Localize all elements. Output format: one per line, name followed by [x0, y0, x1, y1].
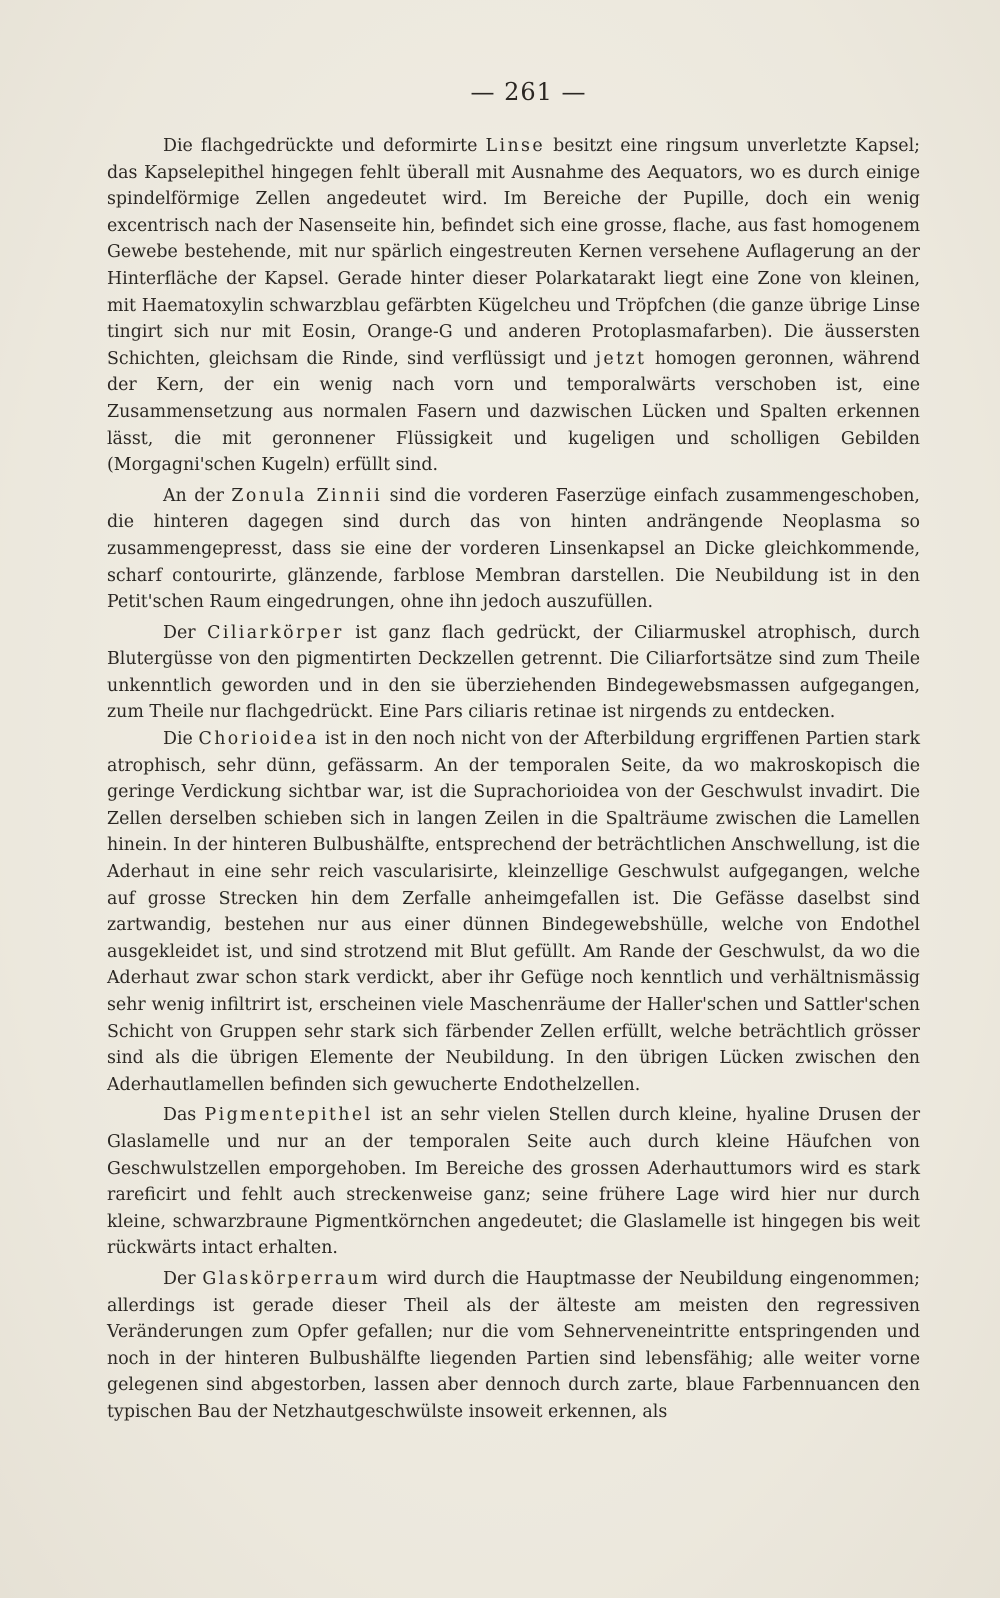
text-run: wird durch die Hauptmasse der Neubildung eingenommen; allerdings ist gerade dieser Theil als der älteste am meisten den regressiven Veränderungen zum Opfer gefallen; nur die vom Sehnerveneintritte entspringenden und noch in der hinteren Bulbushälfte liegenden Partien sind lebensfähig; alle weiter vorne gelegenen sind abgestorben, lassen aber dennoch durch zarte, blaue Farbennuancen den typischen Bau der Netzhautgeschwülste insoweit erkennen, als	[107, 1268, 920, 1422]
text-run: An der	[163, 485, 232, 506]
spaced-term: Zonula Zinnii	[231, 485, 383, 506]
text-run: Der	[163, 622, 208, 643]
spaced-term: Pigmentepithel	[204, 1105, 373, 1126]
spaced-term: Chorioidea	[198, 729, 320, 750]
page-number: — 261 —	[470, 78, 587, 106]
spaced-term: jetzt	[595, 348, 647, 369]
spaced-term: Ciliarkörper	[207, 622, 344, 643]
text-run: besitzt eine ringsum unverletzte Kapsel; das Kapselepithel hingegen fehlt überall mit Ausnahme des Aequators, wo es durch einige spindelförmige Zellen angedeutet wird. Im Bereiche der Pupille, doch ein wenig excentrisch nach der Nasenseite hin, befindet sich eine grosse, flache, aus fast homogenem Gewebe bestehende, mit nur spärlich eingestreuten Kernen versehene Auflagerung an der Hinterfläche der Kapsel. Gerade hinter dieser Polarkatarakt liegt eine Zone von kleinen, mit Haematoxylin schwarzblau gefärbten Kügelcheu und Tröpfchen (die ganze übrige Linse tingirt sich nur mit Eosin, Orange-G und anderen Protoplasmafarben). Die äussersten Schichten, gleichsam die Rinde, sind verflüssigt und	[107, 136, 920, 369]
paragraph-linse	[107, 133, 920, 479]
text-run: ist an sehr vielen Stellen durch kleine, hyaline Drusen der Glaslamelle und nur an der temporalen Seite auch durch kleine Häufchen von Geschwulstzellen emporgehoben. Im Bereiche des grossen Aderhauttumors wird es stark rareficirt und fehlt auch streckenweise ganz; seine frühere Lage wird hier nur durch kleine, schwarzbraune Pigmentkörnchen angedeutet; die Glaslamelle ist hingegen bis weit rückwärts intact erhalten.	[107, 1105, 921, 1259]
text-run: homogen geronnen, während der Kern, der ein wenig nach vorn und temporalwärts verschoben ist, eine Zusammensetzung aus normalen Fasern und dazwischen Lücken und Spalten erkennen lässt, die mit geronnener Flüssigkeit und kugeligen und scholligen Gebilden (Morgagni'schen Kugeln) erfüllt sind.	[107, 348, 920, 476]
text-run: ist ganz flach gedrückt, der Ciliarmuskel atrophisch, durch Blutergüsse von den pigmentirten Deckzellen getrennt. Die Ciliarfortsätze sind zum Theile unkenntlich geworden und in den sie überziehenden Bindegewebsmassen aufgegangen, zum Theile nur flachgedrückt. Eine Pars ciliaris retinae ist nirgends zu entdecken.	[107, 622, 921, 723]
text-run: sind die vorderen Faserzüge einfach zusammengeschoben, die hinteren dagegen sind durch das von hinten andrängende Neoplasma so zusammengepresst, dass sie eine der vorderen Linsenkapsel an Dicke gleichkommende, scharf contourirte, glänzende, farblose Membran darstellen. Die Neubildung ist in den Petit'schen Raum eingedrungen, ohne ihn jedoch auszufüllen.	[107, 485, 920, 613]
body-text	[107, 133, 920, 1426]
paragraph-ciliarkoerper	[107, 620, 920, 726]
text-run: Der	[163, 1268, 203, 1289]
text-run: Die	[163, 729, 199, 750]
text-run: Die flachgedrückte und deformirte	[163, 136, 486, 156]
paragraph-zonula-zinnii	[107, 483, 920, 616]
text-run: ist in den noch nicht von der Afterbildung ergriffenen Partien stark atrophisch, sehr dünn, gefässarm. An der temporalen Seite, da wo makroskopisch die geringe Verdickung sichtbar war, ist die Suprachorioidea von der Geschwulst invadirt. Die Zellen derselben schieben sich in langen Zeilen in die Spalträume zwischen die Lamellen hinein. In der hinteren Bulbushälfte, entsprechend der beträchtlichen Anschwellung, ist die Aderhaut in eine sehr reich vascularisirte, kleinzellige Geschwulst aufgegangen, welche auf grosse Strecken hin dem Zerfalle anheimgefallen ist. Die Gefässe daselbst sind zartwandig, bestehen nur aus einer dünnen Bindegewebshülle, welche von Endothel ausgekleidet ist, und sind strotzend mit Blut gefüllt. Am Rande der Geschwulst, da wo die Aderhaut zwar schon stark verdickt, aber ihr Gefüge noch kenntlich und verhältnismässig sehr wenig infiltrirt ist, erscheinen viele Maschenräume der Haller'schen und Sattler'schen Schicht von Gruppen sehr stark sich färbender Zellen erfüllt, welche beträchtlich grösser sind als die übrigen Elemente der Neubildung. In den übrigen Lücken zwischen den Aderhautlamellen befinden sich gewucherte Endothelzellen.	[107, 729, 920, 1095]
paragraph-pigmentepithel	[107, 1102, 920, 1262]
spaced-term: Glaskörperraum	[202, 1268, 381, 1289]
paragraph-glaskoerperraum	[107, 1266, 920, 1426]
spaced-term: Linse	[485, 136, 546, 156]
text-run: Das	[163, 1105, 205, 1126]
paragraph-chorioidea	[107, 726, 920, 1098]
